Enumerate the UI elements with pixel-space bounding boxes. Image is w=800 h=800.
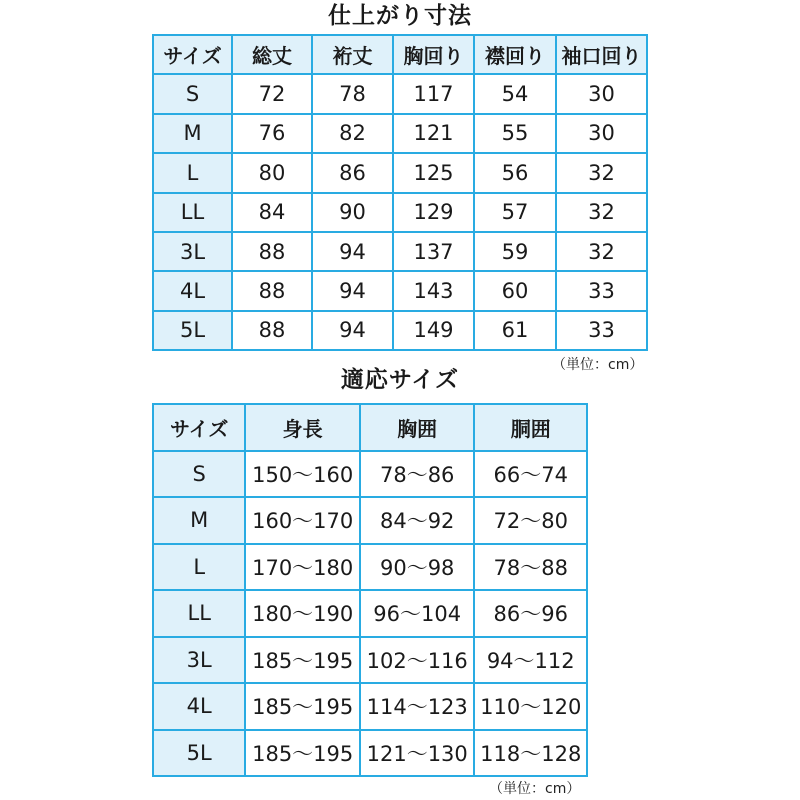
column-header-waist-girth: 胴囲	[474, 404, 587, 451]
value-cell: 30	[556, 114, 647, 153]
value-cell: 125	[393, 153, 474, 192]
size-cell: L	[153, 544, 245, 591]
value-cell: 54	[474, 74, 556, 113]
size-cell: 5L	[153, 311, 232, 350]
value-cell: 121	[393, 114, 474, 153]
measurement-table-title: 仕上がり寸法	[328, 3, 472, 29]
size-cell: 4L	[153, 271, 232, 310]
value-cell: 149	[393, 311, 474, 350]
table-header-row	[153, 404, 587, 451]
column-header-height: 身長	[245, 404, 360, 451]
value-cell: 60	[474, 271, 556, 310]
value-cell: 90	[312, 193, 393, 232]
value-cell: 80	[232, 153, 312, 192]
value-cell: 94〜112	[474, 637, 587, 684]
table-row	[153, 730, 587, 777]
value-cell: 82	[312, 114, 393, 153]
value-cell: 102〜116	[360, 637, 475, 684]
column-header-collar: 襟回り	[474, 35, 556, 74]
value-cell: 94	[312, 271, 393, 310]
value-cell: 137	[393, 232, 474, 271]
value-cell: 88	[232, 271, 312, 310]
value-cell: 86〜96	[474, 590, 587, 637]
column-header-size: サイズ	[153, 404, 245, 451]
value-cell: 72〜80	[474, 497, 587, 544]
value-cell: 96〜104	[360, 590, 475, 637]
size-cell: M	[153, 114, 232, 153]
table-row	[153, 637, 587, 684]
table-row	[153, 451, 587, 498]
value-cell: 30	[556, 74, 647, 113]
size-cell: L	[153, 153, 232, 192]
value-cell: 88	[232, 311, 312, 350]
value-cell: 129	[393, 193, 474, 232]
value-cell: 185〜195	[245, 730, 360, 777]
size-cell: M	[153, 497, 245, 544]
value-cell: 59	[474, 232, 556, 271]
value-cell: 78	[312, 74, 393, 113]
value-cell: 56	[474, 153, 556, 192]
value-cell: 32	[556, 232, 647, 271]
table-row	[153, 590, 587, 637]
value-cell: 33	[556, 271, 647, 310]
value-cell: 57	[474, 193, 556, 232]
value-cell: 76	[232, 114, 312, 153]
value-cell: 78〜88	[474, 544, 587, 591]
table-row	[153, 153, 647, 192]
table-row	[153, 311, 647, 350]
value-cell: 185〜195	[245, 637, 360, 684]
column-header-size: サイズ	[153, 35, 232, 74]
value-cell: 118〜128	[474, 730, 587, 777]
value-cell: 94	[312, 232, 393, 271]
value-cell: 61	[474, 311, 556, 350]
size-cell: 3L	[153, 232, 232, 271]
size-cell: LL	[153, 193, 232, 232]
value-cell: 114〜123	[360, 683, 475, 730]
measurement-unit-note: （単位：cm）	[552, 357, 644, 373]
column-header-sleeve-length: 裄丈	[312, 35, 393, 74]
value-cell: 180〜190	[245, 590, 360, 637]
value-cell: 90〜98	[360, 544, 475, 591]
column-header-total-length: 総丈	[232, 35, 312, 74]
value-cell: 33	[556, 311, 647, 350]
value-cell: 32	[556, 193, 647, 232]
table-row	[153, 74, 647, 113]
table-row	[153, 683, 587, 730]
fit-size-table	[152, 403, 588, 777]
value-cell: 86	[312, 153, 393, 192]
value-cell: 160〜170	[245, 497, 360, 544]
value-cell: 84	[232, 193, 312, 232]
value-cell: 121〜130	[360, 730, 475, 777]
table-row	[153, 193, 647, 232]
value-cell: 143	[393, 271, 474, 310]
table-row	[153, 232, 647, 271]
value-cell: 78〜86	[360, 451, 475, 498]
value-cell: 117	[393, 74, 474, 113]
table-row	[153, 544, 587, 591]
value-cell: 94	[312, 311, 393, 350]
table-row	[153, 271, 647, 310]
value-cell: 185〜195	[245, 683, 360, 730]
value-cell: 72	[232, 74, 312, 113]
size-cell: LL	[153, 590, 245, 637]
value-cell: 66〜74	[474, 451, 587, 498]
value-cell: 170〜180	[245, 544, 360, 591]
table-header-row	[153, 35, 647, 74]
size-cell: S	[153, 451, 245, 498]
size-cell: 3L	[153, 637, 245, 684]
value-cell: 110〜120	[474, 683, 587, 730]
value-cell: 150〜160	[245, 451, 360, 498]
table-row	[153, 114, 647, 153]
finished-measurements-table	[152, 34, 648, 351]
column-header-chest: 胸回り	[393, 35, 474, 74]
column-header-cuff: 袖口回り	[556, 35, 647, 74]
table-row	[153, 497, 587, 544]
fit-table-title: 適応サイズ	[340, 367, 460, 393]
value-cell: 88	[232, 232, 312, 271]
value-cell: 84〜92	[360, 497, 475, 544]
size-cell: S	[153, 74, 232, 113]
size-cell: 4L	[153, 683, 245, 730]
value-cell: 32	[556, 153, 647, 192]
size-cell: 5L	[153, 730, 245, 777]
value-cell: 55	[474, 114, 556, 153]
fit-unit-note: （単位：cm）	[489, 781, 581, 797]
column-header-chest-girth: 胸囲	[360, 404, 475, 451]
